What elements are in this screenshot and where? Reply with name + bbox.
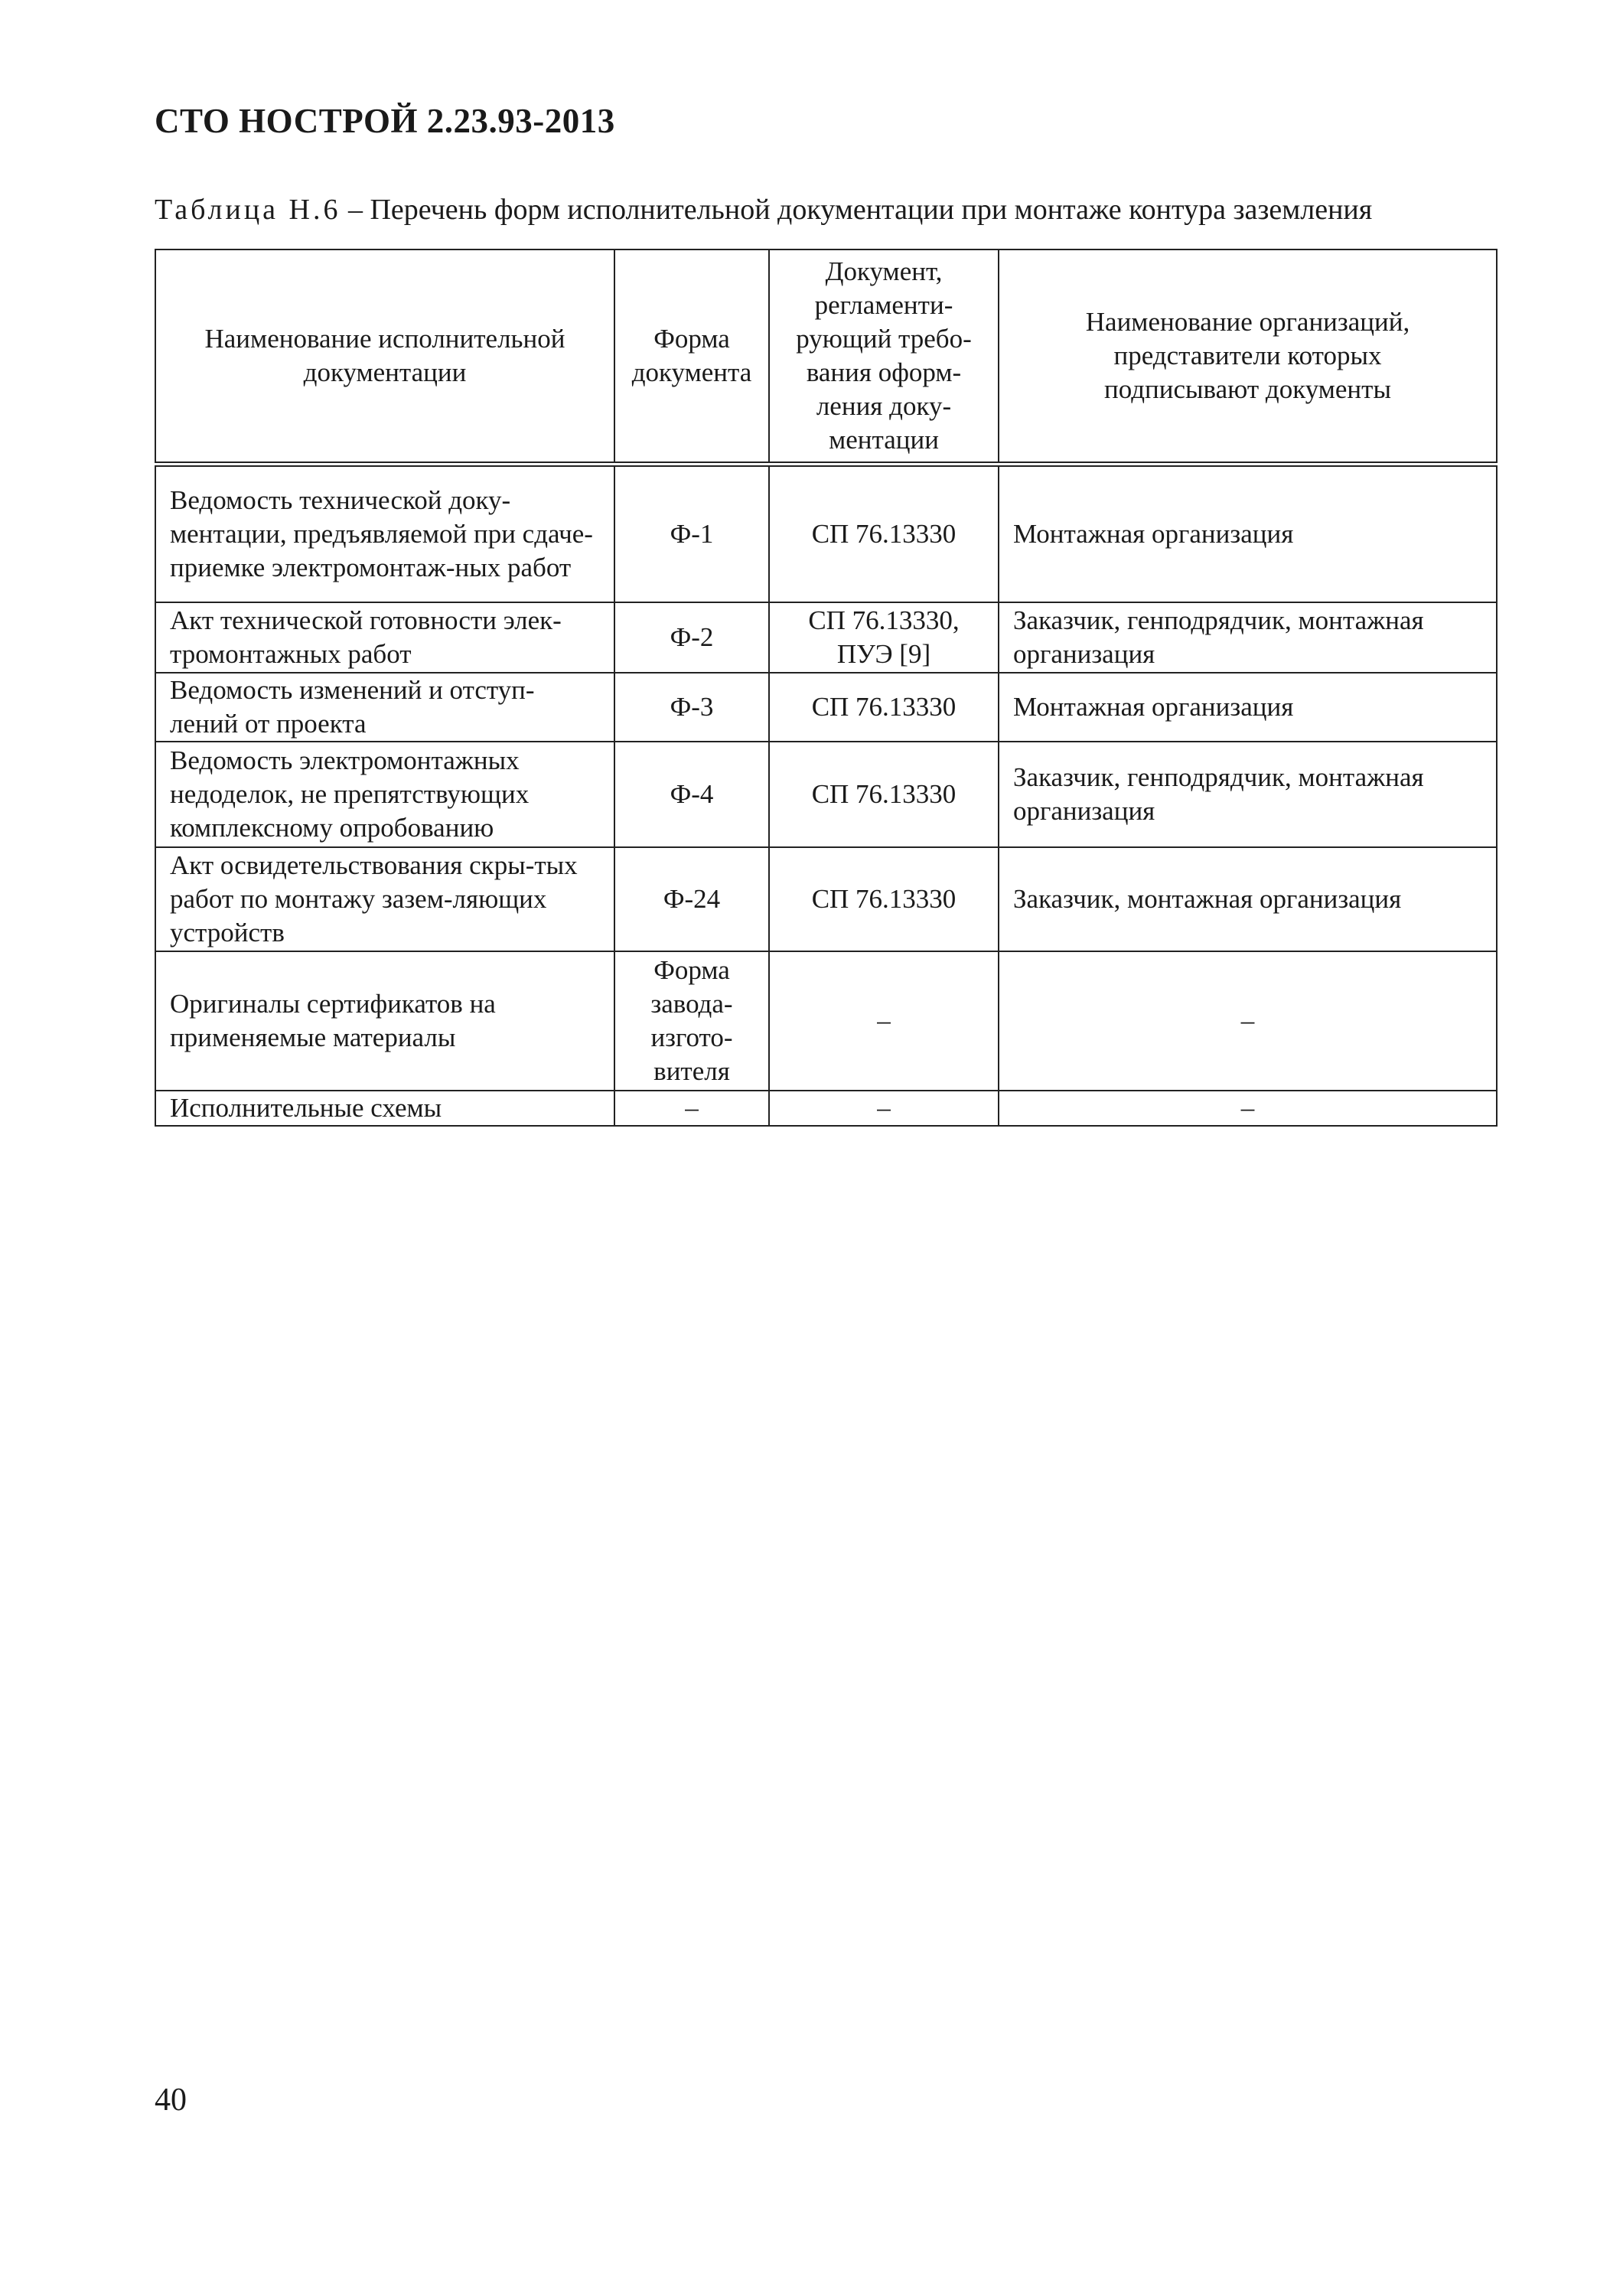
row-doc-name: Исполнительные схемы xyxy=(155,1091,614,1126)
table-row xyxy=(155,951,1497,1091)
page-number: 40 xyxy=(155,2082,187,2118)
row-form: Форма завода-изгото-вителя xyxy=(614,951,769,1091)
row-regulating-doc: СП 76.13330 xyxy=(769,847,999,951)
row-form: Ф-4 xyxy=(614,742,769,847)
row-doc-name: Акт технической готовности элек-тромонтажных работ xyxy=(155,602,614,673)
row-regulating-doc: СП 76.13330 xyxy=(769,465,999,602)
table-row xyxy=(155,742,1497,847)
table-caption xyxy=(155,193,1372,227)
row-doc-name: Ведомость изменений и отступ-лений от проекта xyxy=(155,673,614,742)
row-doc-name: Оригиналы сертификатов на применяемые материалы xyxy=(155,951,614,1091)
row-doc-name: Акт освидетельствования скры-тых работ по монтажу зазем-ляющих устройств xyxy=(155,847,614,951)
row-regulating-doc: – xyxy=(769,1091,999,1126)
row-regulating-doc: СП 76.13330 xyxy=(769,673,999,742)
row-regulating-doc: СП 76.13330, ПУЭ [9] xyxy=(769,602,999,673)
table-row xyxy=(155,1091,1497,1126)
table-row xyxy=(155,602,1497,673)
row-regulating-doc: СП 76.13330 xyxy=(769,742,999,847)
row-doc-name: Ведомость технической доку-ментации, предъявляемой при сдаче-приемке электромонтаж-ных работ xyxy=(155,465,614,602)
column-header-document: Документ, регламенти-рующий требо-вания оформ-ления доку-ментации xyxy=(769,249,999,465)
documentation-forms-table xyxy=(155,249,1498,1127)
column-header-name: Наименование исполнительной документации xyxy=(155,249,614,465)
table-caption-label: Таблица Н.6 xyxy=(155,194,341,226)
column-header-form: Форма документа xyxy=(614,249,769,465)
document-code: СТО НОСТРОЙ 2.23.93-2013 xyxy=(155,102,615,140)
row-form: Ф-3 xyxy=(614,673,769,742)
column-header-organizations: Наименование организаций, представители которых подписывают документы xyxy=(999,249,1497,465)
row-organizations: Монтажная организация xyxy=(999,673,1497,742)
row-organizations: Заказчик, монтажная организация xyxy=(999,847,1497,951)
table-row xyxy=(155,847,1497,951)
row-organizations: – xyxy=(999,951,1497,1091)
row-organizations: – xyxy=(999,1091,1497,1126)
row-organizations: Заказчик, генподрядчик, монтажная организация xyxy=(999,602,1497,673)
row-organizations: Монтажная организация xyxy=(999,465,1497,602)
table-row xyxy=(155,465,1497,602)
row-doc-name: Ведомость электромонтажных недоделок, не препятствующих комплексному опробованию xyxy=(155,742,614,847)
row-form: Ф-2 xyxy=(614,602,769,673)
row-form: Ф-1 xyxy=(614,465,769,602)
row-form: – xyxy=(614,1091,769,1126)
table-row xyxy=(155,673,1497,742)
table-caption-text: – Перечень форм исполнительной документации при монтаже контура заземления xyxy=(341,194,1373,226)
row-organizations: Заказчик, генподрядчик, монтажная организация xyxy=(999,742,1497,847)
row-form: Ф-24 xyxy=(614,847,769,951)
table-header-row xyxy=(155,249,1497,465)
row-regulating-doc: – xyxy=(769,951,999,1091)
